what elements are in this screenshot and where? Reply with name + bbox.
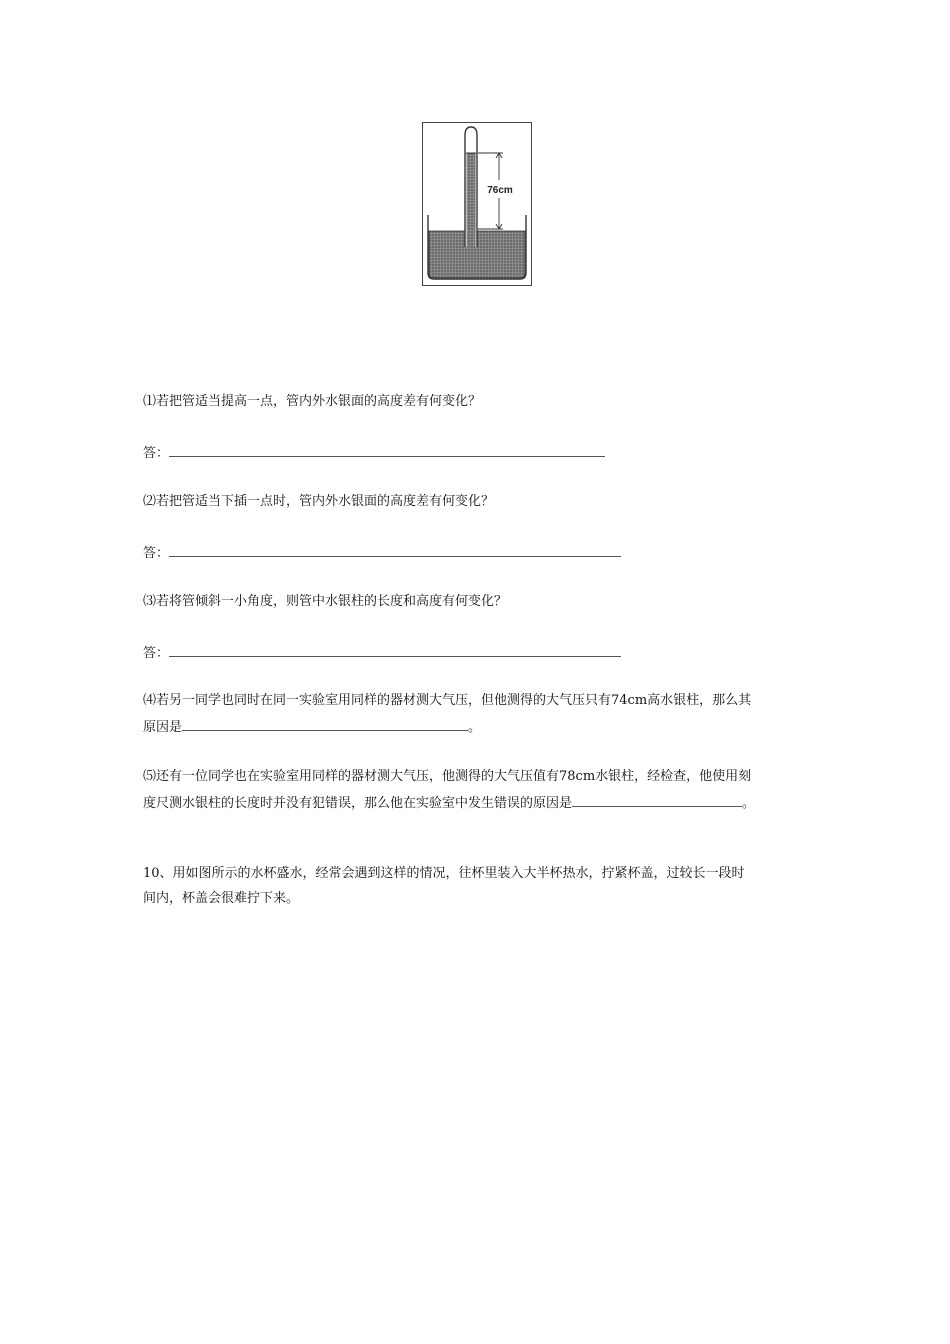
question-3: ⑶若将管倾斜一小角度，则管中水银柱的长度和高度有何变化？ — [143, 594, 508, 609]
answer-2-label: 答： — [143, 546, 170, 561]
answer-1-label: 答： — [143, 446, 170, 461]
question-1: ⑴若把管适当提高一点，管内外水银面的高度差有何变化？ — [143, 394, 482, 409]
answer-2-blank[interactable] — [169, 544, 621, 557]
question-4-line-2 — [143, 718, 481, 736]
question-2: ⑵若把管适当下插一点时，管内外水银面的高度差有何变化？ — [143, 494, 495, 509]
question-4-prefix: 原因是 — [143, 720, 183, 735]
answer-3-label: 答： — [143, 646, 170, 661]
height-label: 76cm — [487, 185, 513, 196]
question-5-blank[interactable] — [572, 794, 742, 807]
question-4-blank[interactable] — [182, 718, 468, 731]
answer-1-blank[interactable] — [169, 444, 605, 457]
question-5-line-1: ⑸还有一位同学也在实验室用同样的器材测大气压，他测得的大气压值有78cm水银柱，经检查，他使用刻 — [143, 769, 752, 784]
answer-1 — [143, 444, 605, 462]
question-4-suffix: 。 — [468, 720, 482, 735]
answer-2 — [143, 544, 621, 562]
barometer-figure — [422, 122, 532, 286]
question-5-prefix: 度尺测水银柱的长度时并没有犯错误，那么他在实验室中发生错误的原因是 — [143, 796, 573, 811]
question-5-line-2 — [143, 794, 755, 812]
answer-3-blank[interactable] — [169, 644, 621, 657]
question-10-line-2: 间内，杯盖会很难拧下来。 — [143, 891, 300, 906]
question-10-line-1: 10、用如图所示的水杯盛水，经常会遇到这样的情况，往杯里装入大半杯热水，拧紧杯盖，过较长一段时 — [143, 866, 745, 881]
answer-3 — [143, 644, 621, 662]
question-4-line-1: ⑷若另一同学也同时在同一实验室用同样的器材测大气压，但他测得的大气压只有74cm高水银柱，那么其 — [143, 693, 752, 708]
question-5-suffix: 。 — [742, 796, 756, 811]
barometer-diagram — [423, 123, 531, 285]
